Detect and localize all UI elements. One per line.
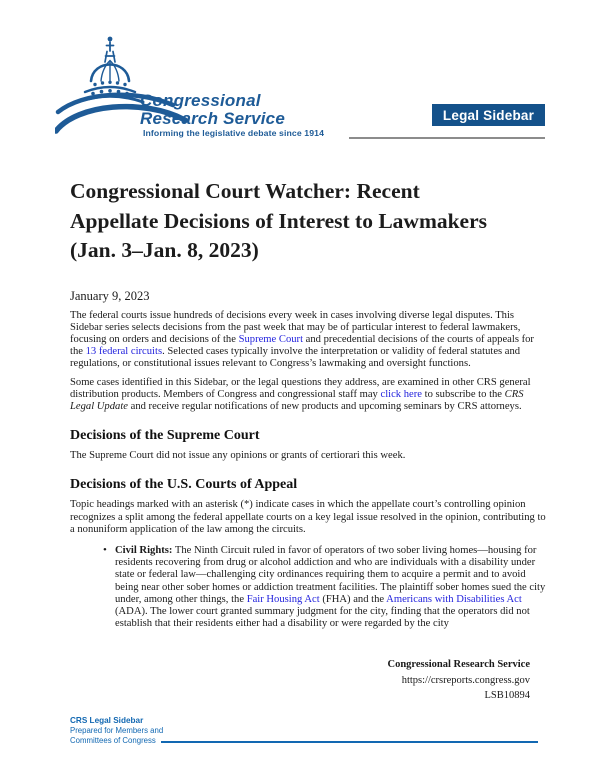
footer-attribution xyxy=(387,657,530,704)
footer-doc-id: LSB10894 xyxy=(484,690,530,701)
courts-of-appeal-paragraph xyxy=(70,499,548,536)
case-list xyxy=(70,545,548,630)
text-segment: Some cases identified in this Sidebar, or the legal questions they address, are examined in other CRS general distribution products. Members of Congress and congressional staff may xyxy=(70,376,531,400)
page-title-line3: (Jan. 3–Jan. 8, 2023) xyxy=(70,238,259,262)
page-title-line1: Congressional Court Watcher: Recent xyxy=(70,179,420,203)
logo-text-line2: Research Service xyxy=(140,109,285,128)
footer-product-name: CRS Legal Sidebar xyxy=(70,716,144,725)
footer-org-name: Congressional Research Service xyxy=(387,659,530,670)
logo-text-line1: Congressional xyxy=(140,91,261,110)
text-segment: Topic headings marked with an asterisk (*) indicate cases in which the appellate court’s controlling opinion recognizes a split among the federal appellate courts on a key legal issue resolved in the opinion, contributing to a nonuniform application of the law among the circuits. xyxy=(70,499,546,535)
text-segment: (ADA). The lower court granted summary judgment for the city, finding that the operators did not establish that their residents either had a disability or were regarded by the city xyxy=(115,605,530,630)
inline-link[interactable]: Fair Housing Act xyxy=(246,593,320,605)
text-segment: The Ninth Circuit ruled in favor of operators of two sober living homes—housing for residents recovering from drug or alcohol addiction and who are individuals with a disability under state or federal law—challenging city ordinances requiring them to acquire a permit and to avoid being near other sober homes or addiction treatment facilities. The plaintiff sober homes sued the city under, among other things, the xyxy=(115,544,546,605)
inline-link[interactable]: click here xyxy=(380,388,422,400)
text-segment: and precedential decisions of the courts of appeals for the xyxy=(70,333,534,358)
case-item-civil-rights xyxy=(70,545,548,630)
header-divider xyxy=(349,137,545,139)
text-segment: (FHA) and the xyxy=(319,593,387,605)
footer-divider xyxy=(161,741,538,743)
inline-link[interactable]: Supreme Court xyxy=(238,333,304,345)
text-segment: CRS Legal Update xyxy=(70,388,524,412)
footer-url[interactable] xyxy=(387,673,530,689)
footer-product-line2: Prepared for Members and xyxy=(70,726,164,735)
intro-paragraph-2 xyxy=(70,377,548,414)
footer-url-text: https://crsreports.congress.gov xyxy=(401,674,530,686)
text-segment: and receive regular notifications of new products and upcoming seminars by CRS attorneys. xyxy=(127,400,522,412)
text-segment: The federal courts issue hundreds of decisions every week in cases involving diverse legal disputes. This Sidebar series selects decisions from the past week that may be of particular interest to federal lawmakers, focusing on orders and decisions of the xyxy=(70,309,521,345)
intro-paragraph-1 xyxy=(70,310,548,371)
text-segment: Civil Rights: xyxy=(115,544,173,556)
page-title-line2: Appellate Decisions of Interest to Lawmakers xyxy=(70,208,488,233)
publication-date: January 9, 2023 xyxy=(70,288,150,303)
logo-tagline: Informing the legislative debate since 1914 xyxy=(143,128,325,138)
footer-product-line3: Committees of Congress xyxy=(70,736,156,745)
section-heading-courts-of-appeal: Decisions of the U.S. Courts of Appeal xyxy=(70,477,298,493)
footer-product-block xyxy=(70,716,538,746)
section-heading-supreme-court: Decisions of the Supreme Court xyxy=(70,428,260,444)
text-segment: The Supreme Court did not issue any opinions or grants of certiorari this week. xyxy=(70,450,406,462)
inline-link[interactable]: Americans with Disabilities Act xyxy=(386,593,522,605)
text-segment: . Selected cases typically involve the interpretation or validity of federal statutes and regulations, or constitutional issues relevant to Congress’s lawmaking and oversight functions. xyxy=(70,346,521,370)
text-segment: to subscribe to the xyxy=(421,388,505,400)
legal-sidebar-badge: Legal Sidebar xyxy=(432,104,545,126)
supreme-court-paragraph xyxy=(70,450,548,462)
document-body xyxy=(70,177,548,630)
inline-link[interactable]: 13 federal circuits xyxy=(85,346,163,358)
